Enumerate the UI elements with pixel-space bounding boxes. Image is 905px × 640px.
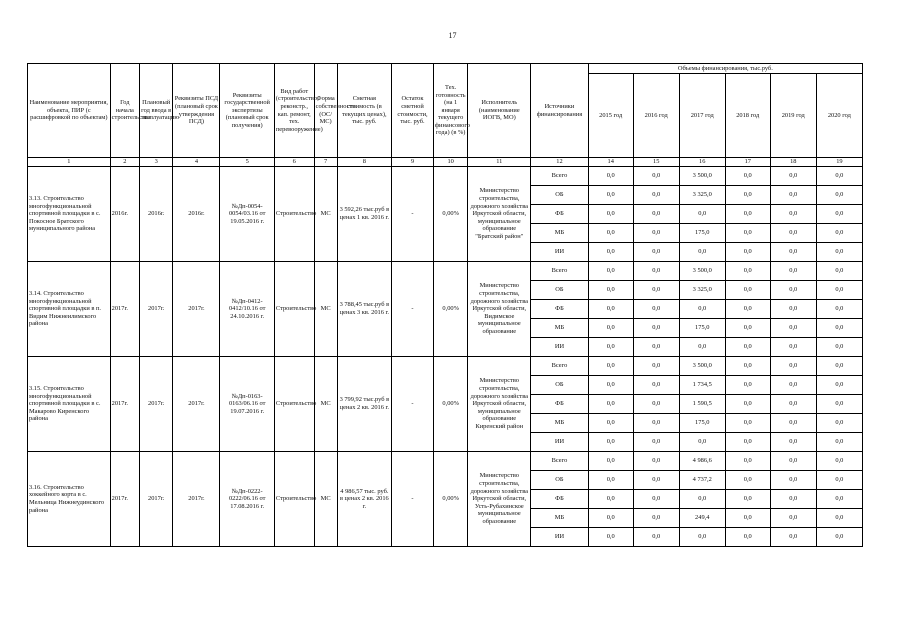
funding-source: ОБ: [531, 471, 589, 490]
funding-value: 0,0: [588, 205, 633, 224]
funding-value: 3 500,0: [679, 262, 725, 281]
estimated-cost: 3 799,92 тыс.руб в ценах 2 кв. 2016 г.: [337, 357, 391, 452]
object-name: 3.16. Строительство хоккейного корта в с. Мельница Нижнеудинского района: [28, 452, 111, 547]
remaining-cost: -: [392, 262, 434, 357]
funding-value: 0,0: [816, 471, 862, 490]
funding-value: 0,0: [725, 205, 770, 224]
col-header-volumes: Объемы финансирования, тыс.руб.: [588, 64, 862, 74]
plan-year: 2017г.: [139, 357, 172, 452]
column-number: 5: [220, 158, 274, 167]
funding-value: 0,0: [725, 319, 770, 338]
work-type: Строительство: [274, 357, 314, 452]
funding-value: 0,0: [816, 490, 862, 509]
funding-value: 0,0: [816, 433, 862, 452]
remaining-cost: -: [392, 357, 434, 452]
col-header-ownership: Форма собственности (ОС/МС): [314, 64, 337, 158]
executor: Министерство строительства, дорожного хозяйства Иркутской области, Видимское муниципальное образование: [468, 262, 531, 357]
funding-value: 0,0: [770, 281, 816, 300]
funding-value: 0,0: [770, 262, 816, 281]
readiness: 0,00%: [433, 357, 468, 452]
col-header-readiness: Тех. готовность (на 1 января текущего финансового года) (в %): [433, 64, 468, 158]
funding-value: 0,0: [725, 262, 770, 281]
funding-value: 0,0: [770, 300, 816, 319]
funding-value: 0,0: [816, 224, 862, 243]
funding-source: МБ: [531, 224, 589, 243]
funding-value: 0,0: [588, 471, 633, 490]
estimated-cost: 4 986,57 тыс. руб. в ценах 2 кв. 2016 г.: [337, 452, 391, 547]
funding-value: 0,0: [770, 490, 816, 509]
plan-year: 2016г.: [139, 167, 172, 262]
funding-value: 0,0: [588, 395, 633, 414]
funding-value: 0,0: [679, 300, 725, 319]
funding-source: МБ: [531, 509, 589, 528]
funding-value: 0,0: [816, 395, 862, 414]
col-header-name: Наименование мероприятия, объекта, ПИР (с расшифровкой по объектам): [28, 64, 111, 158]
col-header-year: 2018 год: [725, 74, 770, 158]
funding-value: 0,0: [633, 262, 679, 281]
funding-value: 0,0: [770, 376, 816, 395]
funding-value: 0,0: [588, 186, 633, 205]
funding-value: 0,0: [633, 224, 679, 243]
column-number: 11: [468, 158, 531, 167]
funding-value: 0,0: [816, 452, 862, 471]
funding-value: 175,0: [679, 414, 725, 433]
col-header-executor: Исполнитель (наименование ИОГВ, МО): [468, 64, 531, 158]
funding-value: 0,0: [633, 300, 679, 319]
funding-value: 0,0: [633, 186, 679, 205]
funding-source: Всего: [531, 167, 589, 186]
col-header-psd: Реквизиты ПСД (плановый срок утверждения ПСД): [173, 64, 220, 158]
expertise-details: №Дп-0054-0054/03.16 от 19.05.2016 г.: [220, 167, 274, 262]
funding-source: ОБ: [531, 186, 589, 205]
funding-value: 0,0: [816, 414, 862, 433]
funding-value: 0,0: [725, 471, 770, 490]
funding-value: 0,0: [633, 528, 679, 547]
funding-value: 0,0: [725, 338, 770, 357]
funding-value: 0,0: [588, 528, 633, 547]
funding-value: 0,0: [725, 395, 770, 414]
funding-value: 0,0: [633, 395, 679, 414]
estimated-cost: 3 592,26 тыс.руб в ценах 1 кв. 2016 г.: [337, 167, 391, 262]
funding-value: 0,0: [633, 471, 679, 490]
funding-value: 0,0: [633, 433, 679, 452]
funding-value: 0,0: [588, 376, 633, 395]
column-number: 8: [337, 158, 391, 167]
funding-value: 0,0: [679, 338, 725, 357]
funding-value: 0,0: [588, 338, 633, 357]
object-name: 3.14. Строительство многофункциональной спортивной площадки в п. Видим Нижнеилимского района: [28, 262, 111, 357]
psd-details: 2017г.: [173, 357, 220, 452]
col-header-sources: Источники финансирования: [531, 64, 589, 158]
readiness: 0,00%: [433, 262, 468, 357]
funding-value: 0,0: [588, 167, 633, 186]
funding-value: 0,0: [588, 224, 633, 243]
financing-table: [27, 63, 863, 547]
funding-value: 0,0: [588, 357, 633, 376]
column-number: 10: [433, 158, 468, 167]
funding-value: 0,0: [816, 281, 862, 300]
plan-year: 2017г.: [139, 452, 172, 547]
start-year: 2017г.: [110, 262, 139, 357]
funding-value: 0,0: [770, 167, 816, 186]
funding-value: 0,0: [633, 319, 679, 338]
funding-value: 0,0: [588, 433, 633, 452]
expertise-details: №Дп-0163-0163/06.16 от 19.07.2016 г.: [220, 357, 274, 452]
funding-value: 0,0: [633, 376, 679, 395]
funding-value: 3 500,0: [679, 167, 725, 186]
col-header-year: 2019 год: [770, 74, 816, 158]
start-year: 2017г.: [110, 452, 139, 547]
work-type: Строительство: [274, 262, 314, 357]
column-number: 3: [139, 158, 172, 167]
plan-year: 2017г.: [139, 262, 172, 357]
funding-value: 1 590,5: [679, 395, 725, 414]
funding-value: 0,0: [770, 414, 816, 433]
column-number: 14: [588, 158, 633, 167]
funding-source: МБ: [531, 414, 589, 433]
funding-value: 0,0: [770, 205, 816, 224]
psd-details: 2017г.: [173, 452, 220, 547]
executor: Министерство строительства, дорожного хозяйства Иркутской области, муниципальное образование "Братский район": [468, 167, 531, 262]
funding-value: 0,0: [816, 167, 862, 186]
column-number: 12: [531, 158, 589, 167]
start-year: 2017г.: [110, 357, 139, 452]
funding-value: 0,0: [816, 300, 862, 319]
funding-value: 0,0: [633, 167, 679, 186]
funding-value: 0,0: [725, 376, 770, 395]
funding-value: 0,0: [633, 509, 679, 528]
funding-value: 0,0: [725, 186, 770, 205]
funding-value: 0,0: [816, 205, 862, 224]
col-header-year: 2017 год: [679, 74, 725, 158]
funding-value: 3 325,0: [679, 186, 725, 205]
ownership-form: МС: [314, 262, 337, 357]
funding-value: 175,0: [679, 319, 725, 338]
column-number: 15: [633, 158, 679, 167]
funding-value: 0,0: [633, 205, 679, 224]
column-number: 9: [392, 158, 434, 167]
funding-source: ОБ: [531, 376, 589, 395]
funding-value: 0,0: [816, 376, 862, 395]
column-number: 16: [679, 158, 725, 167]
col-header-expertise: Реквизиты государственной экспертизы (плановый срок получения): [220, 64, 274, 158]
funding-value: 0,0: [770, 433, 816, 452]
col-header-year: 2020 год: [816, 74, 862, 158]
funding-value: 0,0: [770, 319, 816, 338]
funding-value: 0,0: [770, 509, 816, 528]
funding-source: ИИ: [531, 528, 589, 547]
column-number: 7: [314, 158, 337, 167]
funding-value: 0,0: [725, 509, 770, 528]
funding-value: 0,0: [816, 243, 862, 262]
funding-source: ИИ: [531, 243, 589, 262]
funding-value: 0,0: [588, 452, 633, 471]
funding-value: 0,0: [770, 452, 816, 471]
funding-value: 3 500,0: [679, 357, 725, 376]
funding-source: МБ: [531, 319, 589, 338]
funding-source: ОБ: [531, 281, 589, 300]
ownership-form: МС: [314, 357, 337, 452]
funding-source: Всего: [531, 357, 589, 376]
funding-value: 0,0: [588, 300, 633, 319]
funding-source: ФБ: [531, 395, 589, 414]
psd-details: 2016г.: [173, 167, 220, 262]
expertise-details: №Дп-0222-0222/06.16 от 17.08.2016 г.: [220, 452, 274, 547]
funding-value: 0,0: [588, 281, 633, 300]
readiness: 0,00%: [433, 167, 468, 262]
funding-source: Всего: [531, 262, 589, 281]
funding-value: 4 737,2: [679, 471, 725, 490]
funding-value: 175,0: [679, 224, 725, 243]
funding-value: 0,0: [633, 452, 679, 471]
page-number: 17: [448, 31, 457, 40]
funding-value: 0,0: [770, 224, 816, 243]
col-header-year: 2016 год: [633, 74, 679, 158]
funding-value: 0,0: [816, 262, 862, 281]
funding-value: 0,0: [725, 167, 770, 186]
column-number-row: [28, 158, 863, 167]
column-number: 18: [770, 158, 816, 167]
work-type: Строительство: [274, 452, 314, 547]
funding-value: 0,0: [770, 357, 816, 376]
funding-value: 0,0: [725, 300, 770, 319]
funding-value: 0,0: [770, 338, 816, 357]
ownership-form: МС: [314, 167, 337, 262]
funding-value: 0,0: [679, 528, 725, 547]
funding-source: ФБ: [531, 205, 589, 224]
funding-value: 249,4: [679, 509, 725, 528]
funding-value: 0,0: [588, 490, 633, 509]
funding-value: 0,0: [633, 490, 679, 509]
funding-source: ФБ: [531, 300, 589, 319]
readiness: 0,00%: [433, 452, 468, 547]
table-row: [28, 167, 863, 186]
funding-value: 0,0: [816, 186, 862, 205]
psd-details: 2017г.: [173, 262, 220, 357]
funding-value: 0,0: [770, 243, 816, 262]
funding-value: 0,0: [725, 433, 770, 452]
funding-value: 0,0: [816, 319, 862, 338]
col-header-cost: Сметная стоимость (в текущих ценах), тыс. руб.: [337, 64, 391, 158]
start-year: 2016г.: [110, 167, 139, 262]
funding-value: 0,0: [679, 205, 725, 224]
funding-value: 0,0: [816, 357, 862, 376]
funding-value: 0,0: [770, 471, 816, 490]
funding-value: 0,0: [725, 528, 770, 547]
funding-value: 0,0: [633, 357, 679, 376]
funding-value: 4 986,6: [679, 452, 725, 471]
funding-value: 1 734,5: [679, 376, 725, 395]
funding-value: 0,0: [725, 414, 770, 433]
funding-value: 0,0: [588, 509, 633, 528]
funding-value: 0,0: [633, 338, 679, 357]
funding-source: Всего: [531, 452, 589, 471]
funding-value: 0,0: [588, 414, 633, 433]
estimated-cost: 3 788,45 тыс.руб в ценах 3 кв. 2016 г.: [337, 262, 391, 357]
col-header-work-type: Вид работ (строительство, реконстр., кап. ремонт, тех. перевооружение): [274, 64, 314, 158]
funding-value: 0,0: [816, 338, 862, 357]
funding-source: ФБ: [531, 490, 589, 509]
col-header-remaining: Остаток сметной стоимости, тыс. руб.: [392, 64, 434, 158]
column-number: 2: [110, 158, 139, 167]
funding-value: 0,0: [725, 490, 770, 509]
column-number: 19: [816, 158, 862, 167]
funding-value: 0,0: [588, 243, 633, 262]
ownership-form: МС: [314, 452, 337, 547]
col-header-start-year: Год начала строительства: [110, 64, 139, 158]
funding-value: 0,0: [816, 509, 862, 528]
funding-value: 0,0: [770, 528, 816, 547]
table-row: [28, 452, 863, 471]
remaining-cost: -: [392, 167, 434, 262]
funding-value: 0,0: [725, 243, 770, 262]
funding-value: 0,0: [633, 281, 679, 300]
column-number: 17: [725, 158, 770, 167]
funding-value: 0,0: [588, 319, 633, 338]
funding-source: ИИ: [531, 338, 589, 357]
funding-value: 0,0: [816, 528, 862, 547]
column-number: 4: [173, 158, 220, 167]
funding-value: 0,0: [633, 243, 679, 262]
executor: Министерство строительства, дорожного хозяйства Иркутской области, Усть-Рубахинское муниципальное образование: [468, 452, 531, 547]
table-row: [28, 357, 863, 376]
work-type: Строительство: [274, 167, 314, 262]
executor: Министерство строительства, дорожного хозяйства Иркутской области, муниципальное образование Киренский район: [468, 357, 531, 452]
col-header-plan-year: Плановый год ввода в эксплуатацию: [139, 64, 172, 158]
funding-value: 0,0: [588, 262, 633, 281]
funding-value: 0,0: [633, 414, 679, 433]
header-row-top: [28, 64, 863, 74]
funding-value: 3 325,0: [679, 281, 725, 300]
funding-value: 0,0: [679, 433, 725, 452]
remaining-cost: -: [392, 452, 434, 547]
table-row: [28, 262, 863, 281]
column-number: 1: [28, 158, 111, 167]
col-header-year: 2015 год: [588, 74, 633, 158]
object-name: 3.13. Строительство многофункциональной спортивной площадки в с. Покосное Братского муниципального района: [28, 167, 111, 262]
column-number: 6: [274, 158, 314, 167]
funding-value: 0,0: [725, 452, 770, 471]
funding-value: 0,0: [679, 490, 725, 509]
funding-value: 0,0: [725, 224, 770, 243]
funding-source: ИИ: [531, 433, 589, 452]
expertise-details: №Дп-0412-0412/10.16 от 24.10.2016 г.: [220, 262, 274, 357]
funding-value: 0,0: [770, 186, 816, 205]
funding-value: 0,0: [679, 243, 725, 262]
funding-value: 0,0: [725, 281, 770, 300]
funding-value: 0,0: [770, 395, 816, 414]
object-name: 3.15. Строительство многофункциональной спортивной площадки в с. Макарово Киренского района: [28, 357, 111, 452]
funding-value: 0,0: [725, 357, 770, 376]
